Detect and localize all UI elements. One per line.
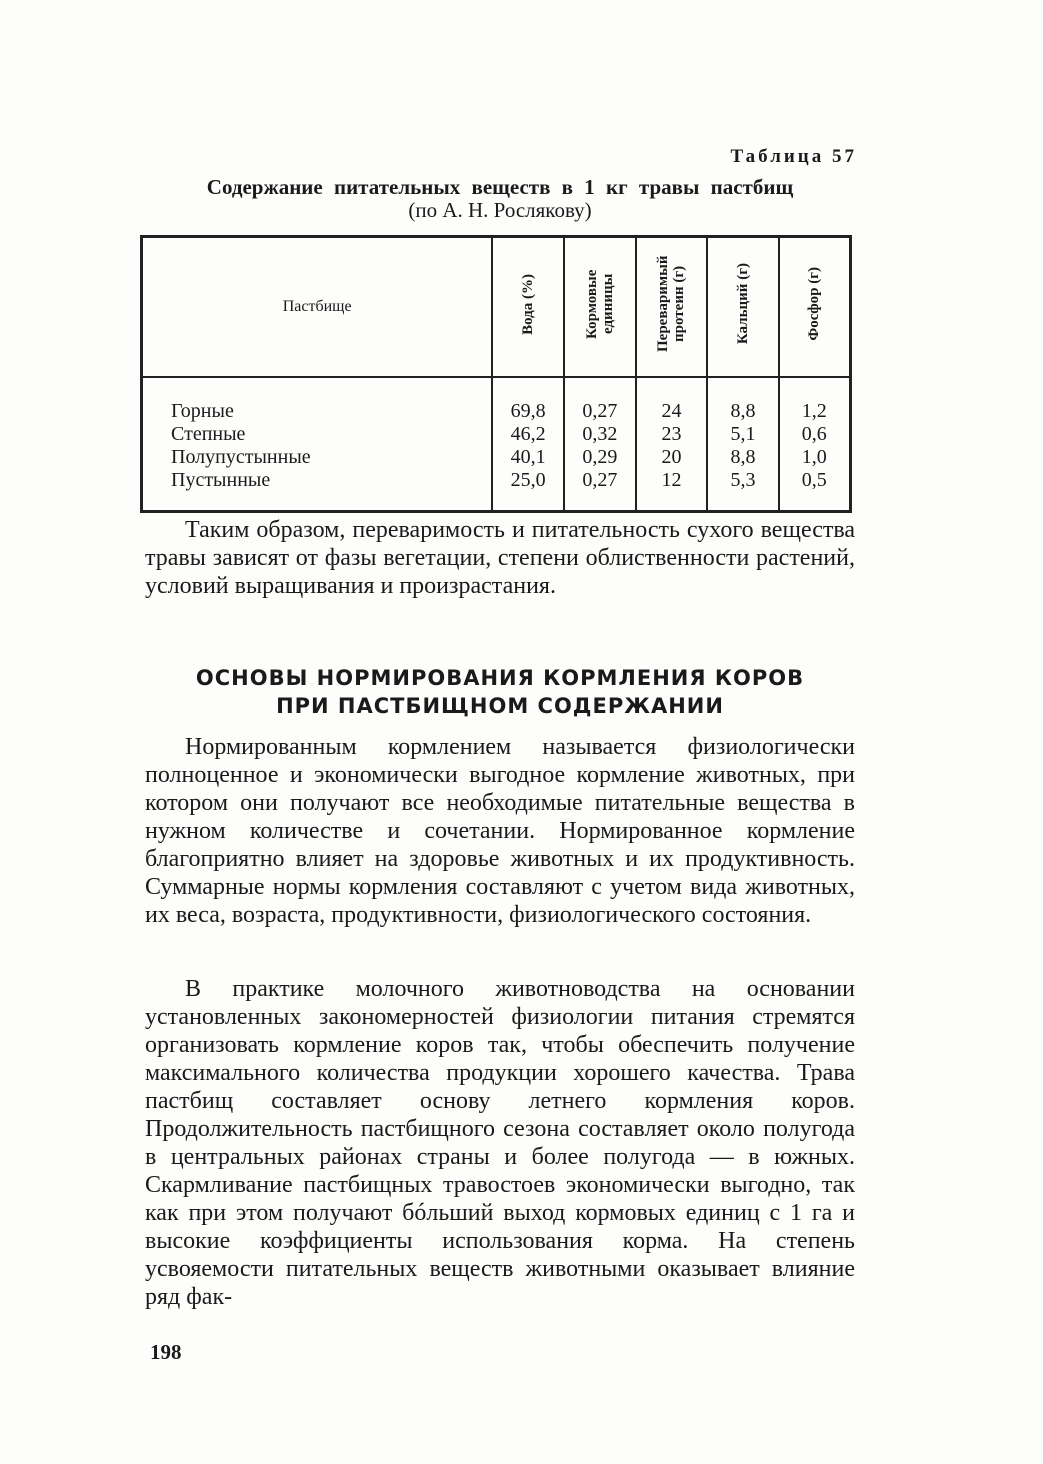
table-cell: 5,1	[730, 423, 756, 445]
table-cell: 12	[661, 469, 682, 491]
table-cell: 0,29	[582, 446, 618, 468]
table-cell: 0,32	[582, 423, 618, 445]
table-cell: 8,8	[730, 400, 756, 422]
table-caption	[150, 176, 850, 222]
header-feed-units: Кормовые единицы	[564, 237, 636, 378]
header-water: Вода (%)	[492, 237, 564, 378]
table-cell: 0,6	[801, 423, 827, 445]
table-cell: 0,27	[582, 469, 618, 491]
header-pasture: Пастбище	[142, 237, 493, 378]
table-number-label: Таблица 57	[730, 146, 857, 167]
table-cell: 46,2	[510, 423, 546, 445]
page-number: 198	[150, 1340, 182, 1364]
table-cell: 8,8	[730, 446, 756, 468]
caption-title: Содержание питательных веществ в 1 кг травы пастбищ	[206, 175, 794, 199]
table-cell: 25,0	[510, 469, 546, 491]
header-phosphorus: Фосфор (г)	[779, 237, 851, 378]
table-cell: 20	[661, 446, 682, 468]
phosphorus-values-cell	[779, 377, 851, 512]
table-row-name: Полупустынные	[171, 446, 311, 468]
table-body-row	[142, 377, 851, 512]
table-cell: 0,5	[801, 469, 827, 491]
table-cell: 5,3	[730, 469, 756, 491]
heading-line-1: ОСНОВЫ НОРМИРОВАНИЯ КОРМЛЕНИЯ КОРОВ	[195, 666, 805, 690]
table-cell: 0,27	[582, 400, 618, 422]
water-values-cell	[492, 377, 564, 512]
protein-values-cell	[636, 377, 708, 512]
table-cell: 23	[661, 423, 682, 445]
heading-line-2: ПРИ ПАСТБИЩНОМ СОДЕРЖАНИИ	[276, 694, 724, 718]
table-cell: 40,1	[510, 446, 546, 468]
nutrient-table	[140, 235, 852, 513]
table-row-name: Степные	[171, 423, 246, 445]
pasture-names-cell	[142, 377, 493, 512]
paragraph-dairy-practice: В практике молочного животноводства на основании установленных закономерностей физиологии питания стремятся организовать кормление коров так, чтобы обеспечить получение максимального количества продукции хорошего качества. Трава пастбищ составляет основу летнего кормления коров. Продолжительность пастбищного сезона составляет около полугода в центральных районах страны и более полугода — в южных. Скармливание пастбищных травостоев экономически выгодно, так как при этом получают бóльший выход кормовых единиц с 1 га и высокие коэффициенты использования корма. На степень усвояемости питательных веществ животными оказывает влияние ряд фак-	[145, 976, 855, 1310]
header-calcium: Кальций (г)	[707, 237, 778, 378]
table-cell: 1,0	[801, 446, 827, 468]
paragraph-digestibility: Таким образом, переваримость и питательность сухого вещества травы зависят от фазы вегетации, степени облиственности растений, условий выращивания и произрастания.	[145, 517, 855, 599]
paragraph-normed-feeding: Нормированным кормлением называется физиологически полноценное и экономически выгодное кормление животных, при котором они получают все необходимые питательные вещества в нужном количестве и сочетании. Нормированное кормление благоприятно влияет на здоровье животных и их продуктивность. Суммарные нормы кормления составляют с учетом вида животных, их веса, возраста, продуктивности, физиологического состояния.	[145, 734, 855, 928]
section-heading	[150, 664, 850, 720]
table-header-row	[142, 237, 851, 378]
calcium-values-cell	[707, 377, 778, 512]
table-cell: 1,2	[801, 400, 827, 422]
table-cell: 69,8	[510, 400, 546, 422]
table-cell: 24	[661, 400, 682, 422]
feed-units-values-cell	[564, 377, 636, 512]
header-protein: Переваримый протеин (г)	[636, 237, 708, 378]
table-row-name: Горные	[171, 400, 234, 422]
table-row-name: Пустынные	[171, 469, 271, 491]
caption-source: (по А. Н. Рослякову)	[408, 198, 592, 222]
